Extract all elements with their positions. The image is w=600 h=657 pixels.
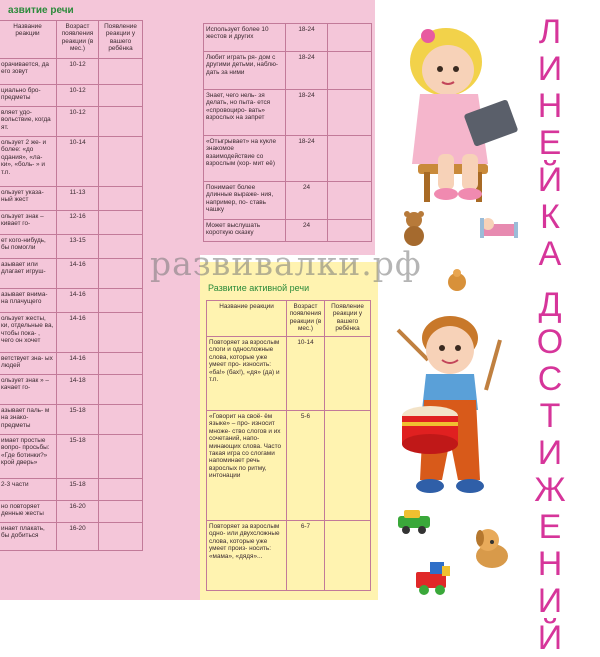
table-row: [0, 523, 143, 551]
child-notes-cell[interactable]: [328, 182, 372, 220]
active-speech-heading: Развитие активной речи: [208, 283, 310, 293]
child-notes-cell[interactable]: [328, 220, 372, 242]
active-speech-table: [206, 300, 371, 591]
left-page: [0, 0, 200, 600]
table-row: [204, 220, 372, 242]
reaction-name-cell: орачивается, да его зовут: [0, 59, 57, 85]
table-row: [0, 501, 143, 523]
reaction-age-cell: 18-24: [286, 52, 328, 90]
title-letter: Н: [537, 545, 563, 583]
reaction-name-cell: ет кого-нибудь, бы помогли: [0, 235, 57, 259]
table-row: [207, 337, 371, 411]
reaction-age-cell: 12-16: [57, 211, 99, 235]
title-letter: Й: [537, 619, 563, 657]
title-word-1: [538, 14, 563, 273]
table-row: [0, 479, 143, 501]
child-notes-cell[interactable]: [325, 521, 371, 591]
vertical-title: [520, 14, 580, 657]
reaction-name-cell: Повторяет за взрослым слоги и односложные слова, которые уже умеет про- износить: «ба!» (бах!), «дя» (да) и т.п.: [207, 337, 287, 411]
column-header-child: Появление реакции у вашего ребёнка: [99, 21, 143, 59]
child-notes-cell[interactable]: [328, 136, 372, 182]
table-row: [207, 411, 371, 521]
reaction-age-cell: 15-18: [57, 405, 99, 435]
child-notes-cell[interactable]: [99, 523, 143, 551]
table-row: [0, 375, 143, 405]
table-row: [207, 521, 371, 591]
table-row: [0, 259, 143, 289]
reaction-age-cell: 14-18: [57, 375, 99, 405]
reaction-age-cell: 14-16: [57, 353, 99, 375]
watermark: развивалки.рф: [150, 244, 422, 283]
child-notes-cell[interactable]: [99, 137, 143, 187]
table-row: [0, 85, 143, 107]
reaction-age-cell: 6-7: [287, 521, 325, 591]
column-header-age: Возраст появления реакции (в мес.): [287, 301, 325, 337]
child-notes-cell[interactable]: [325, 337, 371, 411]
reaction-name-cell: инает плакать, бы добиться: [0, 523, 57, 551]
table-row: [0, 435, 143, 479]
title-letter: С: [537, 360, 563, 398]
active-speech-page: [200, 262, 378, 600]
child-notes-cell[interactable]: [325, 411, 371, 521]
reaction-age-cell: 14-16: [57, 289, 99, 313]
child-notes-cell[interactable]: [99, 501, 143, 523]
wooden-toy: [446, 268, 468, 292]
title-letter: Й: [537, 161, 563, 199]
table-row: [204, 90, 372, 136]
reaction-age-cell: 14-16: [57, 313, 99, 353]
reaction-age-cell: 18-24: [286, 136, 328, 182]
reaction-name-cell: Может выслушать короткую сказку: [204, 220, 286, 242]
child-notes-cell[interactable]: [99, 435, 143, 479]
reaction-name-cell: ользует знак – кивает го-: [0, 211, 57, 235]
child-notes-cell[interactable]: [99, 235, 143, 259]
reaction-age-cell: 10-14: [287, 337, 325, 411]
table-row: [204, 136, 372, 182]
table-row: [0, 211, 143, 235]
child-notes-cell[interactable]: [99, 107, 143, 137]
reaction-name-cell: ользует знак » – качает го-: [0, 375, 57, 405]
reaction-name-cell: азывает или длагает игруш-: [0, 259, 57, 289]
middle-top-page: [200, 0, 375, 255]
child-notes-cell[interactable]: [99, 211, 143, 235]
reaction-name-cell: «Отыгрывает» на кукле знакомое взаимодействие со взрослым (кор- мит её): [204, 136, 286, 182]
left-section-heading: азвитие речи: [8, 5, 74, 16]
teddy-bear-toy: [400, 210, 428, 246]
title-letter: Т: [539, 397, 561, 435]
reaction-name-cell: азывает паль- м на знако- предметы: [0, 405, 57, 435]
reaction-age-cell: 5-6: [287, 411, 325, 521]
table-row: [0, 107, 143, 137]
child-notes-cell[interactable]: [328, 24, 372, 52]
toy-dog: [470, 524, 514, 570]
reaction-age-cell: 15-18: [57, 479, 99, 501]
reaction-name-cell: ользует указа- ный жест: [0, 187, 57, 211]
reaction-age-cell: 14-16: [57, 259, 99, 289]
reaction-name-cell: ользует жесты, ки, отдельные ва, чтобы пока- , чего он хочет: [0, 313, 57, 353]
table-row: [204, 182, 372, 220]
left-table: [0, 20, 143, 551]
table-row: [0, 59, 143, 85]
reaction-name-cell: Знает, чего нель- зя делать, но пыта- ется «спровоциро- вать» взрослых на запрет: [204, 90, 286, 136]
middle-top-table: [203, 23, 372, 242]
child-notes-cell[interactable]: [99, 187, 143, 211]
title-letter: Н: [537, 87, 563, 125]
reaction-name-cell: Любит играть ря- дом с другими детьми, наблю- дать за ними: [204, 52, 286, 90]
title-letter: К: [540, 198, 560, 236]
reaction-age-cell: 10-12: [57, 85, 99, 107]
child-notes-cell[interactable]: [328, 52, 372, 90]
table-row: [0, 313, 143, 353]
child-notes-cell[interactable]: [99, 479, 143, 501]
table-row: [0, 137, 143, 187]
table-row: [0, 187, 143, 211]
child-notes-cell[interactable]: [99, 59, 143, 85]
title-letter: А: [538, 235, 562, 273]
title-word-2: [534, 287, 565, 657]
title-letter: Д: [538, 286, 562, 324]
table-row: [0, 235, 143, 259]
reaction-age-cell: 13-15: [57, 235, 99, 259]
title-letter: И: [537, 50, 563, 88]
table-row: [204, 52, 372, 90]
toy-car: [396, 508, 432, 534]
girl-illustration: [398, 14, 528, 204]
reaction-name-cell: Повторяет за взрослым одно- или двухсложные слова, которые уже умеет произ- носить: «мама», «дядя»...: [207, 521, 287, 591]
toy-train: [412, 560, 456, 596]
reaction-age-cell: 10-12: [57, 59, 99, 85]
title-letter: Е: [538, 508, 562, 546]
child-notes-cell[interactable]: [99, 313, 143, 353]
reaction-name-cell: азывает внима- на плачущего: [0, 289, 57, 313]
column-header-age: Возраст появления реакции (в мес.): [57, 21, 99, 59]
title-letter: Л: [538, 13, 562, 51]
reaction-age-cell: 11-13: [57, 187, 99, 211]
child-notes-cell[interactable]: [328, 90, 372, 136]
child-notes-cell[interactable]: [99, 405, 143, 435]
reaction-name-cell: ользует 2 же- и более: «до одания», «ла- ки», «боль- » и т.п.: [0, 137, 57, 187]
child-notes-cell[interactable]: [99, 259, 143, 289]
column-header-name: Название реакции: [207, 301, 287, 337]
boy-drummer-illustration: [378, 300, 518, 510]
reaction-age-cell: 18-24: [286, 24, 328, 52]
table-row: [0, 353, 143, 375]
title-letter: И: [537, 434, 563, 472]
table-row: [0, 405, 143, 435]
reaction-name-cell: 2-3 части: [0, 479, 57, 501]
title-letter: О: [536, 323, 564, 361]
reaction-name-cell: Понимает более длинные выраже- ния, например, по- ставь чашку: [204, 182, 286, 220]
reaction-name-cell: вляет удо- вольствие, когда ят.: [0, 107, 57, 137]
reaction-age-cell: 10-14: [57, 137, 99, 187]
reaction-age-cell: 16-20: [57, 523, 99, 551]
reaction-age-cell: 16-20: [57, 501, 99, 523]
title-letter: И: [537, 582, 563, 620]
reaction-age-cell: 24: [286, 182, 328, 220]
child-notes-cell[interactable]: [99, 85, 143, 107]
reaction-age-cell: 24: [286, 220, 328, 242]
doll-bed-toy: [478, 214, 520, 240]
column-header-child: Появление реакции у вашего ребёнка: [325, 301, 371, 337]
child-notes-cell[interactable]: [99, 353, 143, 375]
reaction-name-cell: ветствует зна- ых людей: [0, 353, 57, 375]
column-header-name: Название реакции: [0, 21, 57, 59]
reaction-age-cell: 10-12: [57, 107, 99, 137]
reaction-name-cell: имает простые вопро- просьбы: «Где ботинки?» крой дверь»: [0, 435, 57, 479]
child-notes-cell[interactable]: [99, 289, 143, 313]
child-notes-cell[interactable]: [99, 375, 143, 405]
reaction-age-cell: 15-18: [57, 435, 99, 479]
table-row: [0, 289, 143, 313]
title-letter: Ж: [534, 471, 566, 509]
reaction-name-cell: циально бро- предметы: [0, 85, 57, 107]
reaction-age-cell: 18-24: [286, 90, 328, 136]
reaction-name-cell: Использует более 10 жестов и других: [204, 24, 286, 52]
reaction-name-cell: «Говорит на своё- ём языке» – про- износит множе- ство слогов и их сочетаний, напо- минающих слова. Часто такая игра со слогами напоминает речь взрослых по ритму, интонации: [207, 411, 287, 521]
title-letter: Е: [538, 124, 562, 162]
table-row: [204, 24, 372, 52]
reaction-name-cell: но повторяет денные жесты: [0, 501, 57, 523]
